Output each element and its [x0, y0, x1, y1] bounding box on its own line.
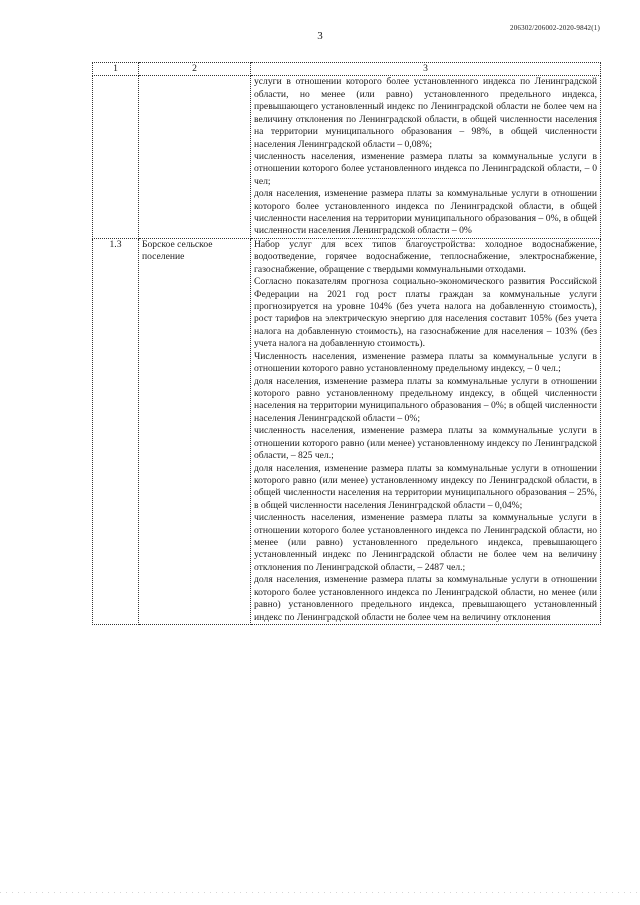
paragraph: доля населения, изменение размера платы за коммунальные услуги в отношении которого равно установленному предельному индексу, в общей численности населения на территории муниципального образования – 0%; в общей численности населения Ленинградской области – 0%; — [254, 375, 597, 424]
paragraph: доля населения, изменение размера платы за коммунальные услуги в отношении которого более установленного индекса по Ленинградской области, в общей численности населения на территории муниципального образования – 0%, в общей численности населения Ленинградской области – 0% — [254, 188, 597, 237]
paragraph: численность населения, изменение размера платы за коммунальные услуги в отношении которого равно (или менее) установленному индексу по Ленинградской области, – 825 чел.; — [254, 425, 597, 462]
paragraph: доля населения, изменение размера платы за коммунальные услуги в отношении которого равно (или менее) установленному индексу по Ленинградской области, в общей численности населения на территории муниципального образования – 25%, в общей численности населения Ленинградской области – 0,04%; — [254, 462, 597, 511]
row-name-cell: Борское сельское поселение — [139, 238, 251, 624]
paragraph: услуги в отношении которого более установленного индекса по Ленинградской области, но менее (или равно) установленного предельного индекса, превышающего установленный индекс по Ленинградской области не более чем на величину отклонения по Ленинградской области, в общей численности населения на территории муниципального образования – 98%, в общей численности населения Ленинградской области – 0,08%; — [254, 76, 597, 150]
table-header-row — [93, 63, 601, 76]
paragraph: Численность населения, изменение размера платы за коммунальные услуги в отношении которого равно установленному предельному индексу, – 0 чел.; — [254, 350, 597, 375]
row-content-cell — [251, 238, 601, 624]
row-number-cell: 1.3 — [93, 238, 139, 624]
row-name-cell — [139, 76, 251, 238]
table-row-1-3 — [93, 238, 601, 624]
header-col-3: 3 — [251, 63, 601, 76]
document-table — [92, 62, 601, 625]
row-number-cell — [93, 76, 139, 238]
paragraph: Согласно показателям прогноза социально-экономического развития Российской Федерации на 2021 год рост платы граждан за коммунальные услуги прогнозируется на уровне 104% (без учета налога на добавленную стоимость), рост тарифов на электрическую энергию для населения составит 105% (без учета налога на добавленную стоимость), на газоснабжение для населения – 103% (без учета налога на добавленную стоимость). — [254, 276, 597, 350]
header-col-2: 2 — [139, 63, 251, 76]
scan-bottom-edge — [0, 892, 640, 893]
paragraph: численность населения, изменение размера платы за коммунальные услуги в отношении которого более установленного индекса по Ленинградской области, но менее (или равно) установленного предельного индекса, превышающего установленный индекс по Ленинградской области не более чем на величину отклонения по Ленинградской области, – 2487 чел.; — [254, 512, 597, 573]
table-row-continued — [93, 76, 601, 238]
header-col-1: 1 — [93, 63, 139, 76]
row-content-cell — [251, 76, 601, 238]
paragraph: Набор услуг для всех типов благоустройства: холодное водоснабжение, водоотведение, горячее водоснабжение, теплоснабжение, электроснабжение, газоснабжение, обращение с твердыми коммунальными отходами. — [254, 238, 597, 275]
paragraph: численность населения, изменение размера платы за коммунальные услуги в отношении которого более установленного индекса по Ленинградской области, – 0 чел; — [254, 150, 597, 187]
document-code: 206302/206002-2020-9842(1) — [510, 24, 600, 32]
page-number: 3 — [317, 30, 323, 42]
paragraph: доля населения, изменение размера платы за коммунальные услуги в отношении которого более установленного индекса по Ленинградской области, но менее (или равно) установленного предельного индекса, превышающего установленный индекс по Ленинградской области не более чем на величину отклонения — [254, 574, 597, 623]
